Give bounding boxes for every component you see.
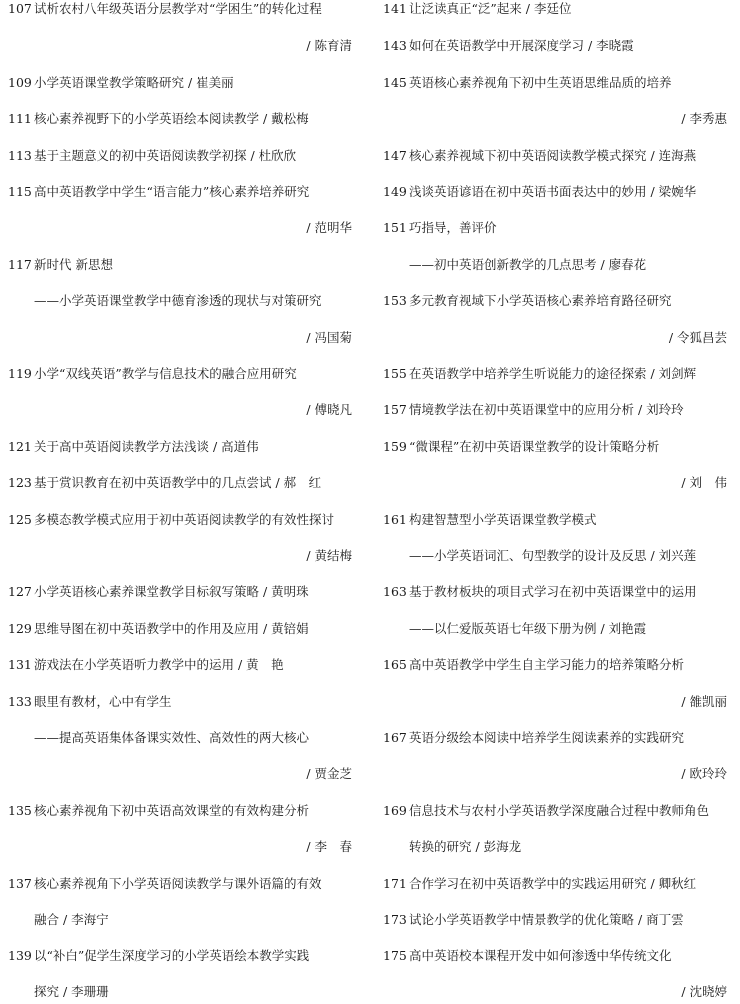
- page-number: 161: [383, 512, 407, 527]
- toc-author-line: [0, 399, 356, 421]
- entry-title: 如何在英语教学中开展深度学习 / 李晓霞: [409, 38, 634, 53]
- entry-title: 高中英语校本课程开发中如何渗透中华传统文化: [409, 948, 672, 963]
- entry-title: 英语核心素养视角下初中生英语思维品质的培养: [409, 75, 672, 90]
- page-number: 133: [8, 694, 32, 709]
- entry-title: 核心素养视域下初中英语阅读教学模式探究 / 连海燕: [409, 148, 697, 163]
- toc-subtitle-line: [0, 727, 356, 749]
- toc-entry[interactable]: [375, 727, 731, 749]
- toc-entry[interactable]: [0, 509, 356, 531]
- page-number: 113: [8, 148, 32, 163]
- toc-entry[interactable]: [0, 945, 356, 967]
- toc-continuation-line: [375, 836, 731, 858]
- entry-title-continued: 融合 / 李海宁: [34, 912, 109, 927]
- entry-title: 以“补白”促学生深度学习的小学英语绘本教学实践: [34, 948, 310, 963]
- page-number: 109: [8, 75, 32, 90]
- toc-entry[interactable]: [375, 0, 731, 20]
- entry-title: 构建智慧型小学英语课堂教学模式: [409, 512, 597, 527]
- toc-entry[interactable]: [0, 0, 356, 20]
- toc-author-line: [0, 836, 356, 858]
- toc-entry[interactable]: [375, 581, 731, 603]
- page-number: 171: [383, 876, 407, 891]
- toc-entry[interactable]: [0, 108, 356, 130]
- entry-author: / 欧玲玲: [681, 766, 727, 781]
- toc-entry[interactable]: [375, 436, 731, 458]
- toc-subtitle-line: [375, 254, 731, 276]
- entry-author: / 刘 伟: [681, 475, 727, 490]
- toc-entry[interactable]: [375, 363, 731, 385]
- entry-author: / 傅晓凡: [306, 402, 352, 417]
- entry-author: / 李秀惠: [681, 111, 727, 126]
- entry-author: / 雒凯丽: [681, 694, 727, 709]
- entry-title: 关于高中英语阅读教学方法浅谈 / 高道伟: [34, 439, 259, 454]
- toc-entry[interactable]: [375, 399, 731, 421]
- toc-author-line: [0, 35, 356, 57]
- page-number: 173: [383, 912, 407, 927]
- toc-entry[interactable]: [375, 35, 731, 57]
- page-number: 137: [8, 876, 32, 891]
- toc-entry[interactable]: [0, 654, 356, 676]
- entry-subtitle: ——小学英语词汇、句型教学的设计及反思 / 刘兴莲: [409, 548, 697, 563]
- toc-entry[interactable]: [375, 181, 731, 203]
- entry-title: 巧指导，善评价: [409, 220, 497, 235]
- entry-title: 情境教学法在初中英语课堂中的应用分析 / 刘玲玲: [409, 402, 684, 417]
- toc-entry[interactable]: [0, 581, 356, 603]
- page-number: 159: [383, 439, 407, 454]
- toc-author-line: [375, 691, 731, 713]
- entry-author: / 冯国菊: [306, 330, 352, 345]
- entry-title: 试析农村八年级英语分层教学对“学困生”的转化过程: [34, 1, 322, 16]
- page-number: 131: [8, 657, 32, 672]
- entry-title: 合作学习在初中英语教学中的实践运用研究 / 卿秋红: [409, 876, 697, 891]
- toc-subtitle-line: [375, 618, 731, 640]
- entry-title: 信息技术与农村小学英语教学深度融合过程中教师角色: [409, 803, 710, 818]
- page-number: 151: [383, 220, 407, 235]
- entry-subtitle: ——以仁爱版英语七年级下册为例 / 刘艳霞: [409, 621, 647, 636]
- toc-entry[interactable]: [0, 472, 356, 494]
- toc-entry[interactable]: [375, 909, 731, 931]
- toc-entry[interactable]: [0, 800, 356, 822]
- page-number: 175: [383, 948, 407, 963]
- toc-entry[interactable]: [0, 363, 356, 385]
- toc-author-line: [0, 327, 356, 349]
- toc-author-line: [375, 108, 731, 130]
- toc-author-line: [0, 545, 356, 567]
- toc-entry[interactable]: [0, 181, 356, 203]
- page-number: 107: [8, 1, 32, 16]
- entry-title: 高中英语教学中学生自主学习能力的培养策略分析: [409, 657, 685, 672]
- toc-entry[interactable]: [375, 945, 731, 967]
- page-number: 141: [383, 1, 407, 16]
- page-number: 129: [8, 621, 32, 636]
- page-number: 127: [8, 584, 32, 599]
- toc-author-line: [375, 981, 731, 1003]
- toc-continuation-line: [0, 981, 356, 1003]
- toc-entry[interactable]: [375, 509, 731, 531]
- entry-author: / 陈育清: [306, 38, 352, 53]
- entry-title-continued: 探究 / 李珊珊: [34, 984, 109, 999]
- page-number: 119: [8, 366, 32, 381]
- toc-author-line: [375, 327, 731, 349]
- page-number: 125: [8, 512, 32, 527]
- page-number: 147: [383, 148, 407, 163]
- page-number: 153: [383, 293, 407, 308]
- entry-title: 多元教育视域下小学英语核心素养培育路径研究: [409, 293, 672, 308]
- entry-title: 思维导图在初中英语教学中的作用及应用 / 黄锫娟: [34, 621, 309, 636]
- toc-entry[interactable]: [0, 873, 356, 895]
- entry-title: 基于赏识教育在初中英语教学中的几点尝试 / 郝 红: [34, 475, 322, 490]
- entry-title: 小学英语课堂教学策略研究 / 崔美丽: [34, 75, 234, 90]
- page-number: 123: [8, 475, 32, 490]
- toc-author-line: [0, 763, 356, 785]
- page-number: 169: [383, 803, 407, 818]
- toc-entry[interactable]: [375, 290, 731, 312]
- entry-author: / 贾金芝: [306, 766, 352, 781]
- entry-title: 核心素养视角下初中英语高效课堂的有效构建分析: [34, 803, 310, 818]
- toc-subtitle-line: [0, 290, 356, 312]
- page-number: 111: [8, 111, 32, 126]
- toc-subtitle-line: [375, 545, 731, 567]
- toc-entry[interactable]: [0, 72, 356, 94]
- entry-subtitle: ——小学英语课堂教学中德育渗透的现状与对策研究: [34, 293, 322, 308]
- toc-entry[interactable]: [375, 145, 731, 167]
- page-number: 121: [8, 439, 32, 454]
- page-number: 149: [383, 184, 407, 199]
- entry-author: / 令狐昌芸: [668, 330, 727, 345]
- entry-title: 小学“双线英语”教学与信息技术的融合应用研究: [34, 366, 297, 381]
- entry-title: 核心素养视野下的小学英语绘本阅读教学 / 戴松梅: [34, 111, 309, 126]
- entry-title: 让泛读真正“泛”起来 / 李廷位: [409, 1, 572, 16]
- page-number: 117: [8, 257, 32, 272]
- toc-entry[interactable]: [0, 145, 356, 167]
- entry-title: 高中英语教学中学生“语言能力”核心素养培养研究: [34, 184, 310, 199]
- page-number: 139: [8, 948, 32, 963]
- page-number: 165: [383, 657, 407, 672]
- page-number: 115: [8, 184, 32, 199]
- page-number: 163: [383, 584, 407, 599]
- entry-author: / 范明华: [306, 220, 352, 235]
- entry-title: 英语分级绘本阅读中培养学生阅读素养的实践研究: [409, 730, 685, 745]
- page-number: 157: [383, 402, 407, 417]
- toc-entry[interactable]: [0, 254, 356, 276]
- toc-entry[interactable]: [375, 800, 731, 822]
- entry-author: / 沈晓婷: [681, 984, 727, 999]
- entry-subtitle: ——提高英语集体备课实效性、高效性的两大核心: [34, 730, 310, 745]
- entry-title-continued: 转换的研究 / 彭海龙: [409, 839, 522, 854]
- page-number: 143: [383, 38, 407, 53]
- toc-entry[interactable]: [375, 654, 731, 676]
- toc-entry[interactable]: [375, 873, 731, 895]
- entry-title: 基于教材板块的项目式学习在初中英语课堂中的运用: [409, 584, 697, 599]
- entry-subtitle: ——初中英语创新教学的几点思考 / 廖春花: [409, 257, 647, 272]
- toc-entry[interactable]: [0, 436, 356, 458]
- entry-title: 试论小学英语教学中情景教学的优化策略 / 商丁雲: [409, 912, 684, 927]
- page-number: 155: [383, 366, 407, 381]
- entry-title: 核心素养视角下小学英语阅读教学与课外语篇的有效: [34, 876, 322, 891]
- page-number: 167: [383, 730, 407, 745]
- entry-title: 多模态教学模式应用于初中英语阅读教学的有效性探讨: [34, 512, 335, 527]
- entry-title: “微课程”在初中英语课堂教学的设计策略分析: [409, 439, 660, 454]
- toc-entry[interactable]: [0, 618, 356, 640]
- entry-title: 在英语教学中培养学生听说能力的途径探索 / 刘剑辉: [409, 366, 697, 381]
- toc-author-line: [375, 763, 731, 785]
- toc-entry[interactable]: [375, 217, 731, 239]
- page-number: 145: [383, 75, 407, 90]
- entry-title: 小学英语核心素养课堂教学目标叙写策略 / 黄明珠: [34, 584, 309, 599]
- toc-entry[interactable]: [0, 691, 356, 713]
- entry-title: 浅谈英语谚语在初中英语书面表达中的妙用 / 梁婉华: [409, 184, 697, 199]
- toc-continuation-line: [0, 909, 356, 931]
- toc-author-line: [0, 217, 356, 239]
- entry-author: / 黄结梅: [306, 548, 352, 563]
- page-number: 135: [8, 803, 32, 818]
- entry-title: 新时代 新思想: [34, 257, 113, 272]
- entry-title: 基于主题意义的初中英语阅读教学初探 / 杜欣欣: [34, 148, 297, 163]
- entry-title: 眼里有教材，心中有学生: [34, 694, 172, 709]
- toc-entry[interactable]: [375, 72, 731, 94]
- entry-title: 游戏法在小学英语听力教学中的运用 / 黄 艳: [34, 657, 284, 672]
- entry-author: / 李 春: [306, 839, 352, 854]
- toc-author-line: [375, 472, 731, 494]
